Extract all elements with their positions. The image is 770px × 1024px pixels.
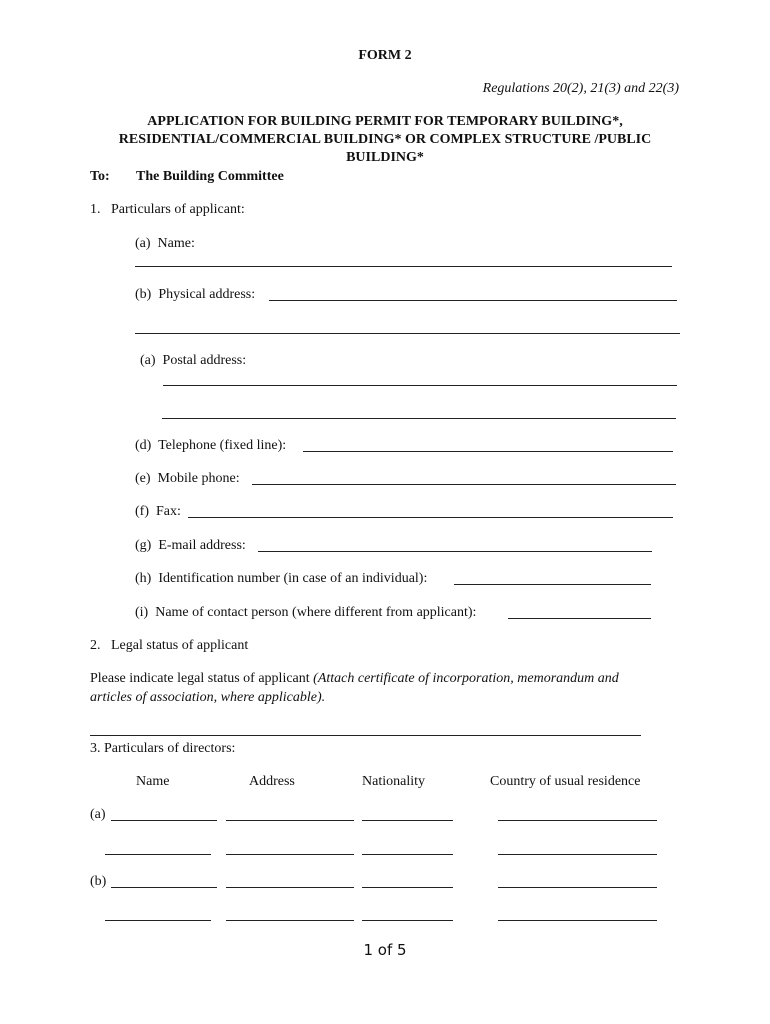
legal-status-instruction-text: Please indicate legal status of applicant xyxy=(90,671,314,686)
director-b2-nationality-field[interactable] xyxy=(362,920,453,921)
fax-field[interactable] xyxy=(188,517,673,518)
contact-person-label: (i) Name of contact person (where different from applicant): xyxy=(135,605,477,620)
id-number-label: (h) Identification number (in case of an individual): xyxy=(135,571,428,586)
mobile-field[interactable] xyxy=(252,484,676,485)
column-header-nationality: Nationality xyxy=(362,774,425,789)
email-label: (g) E-mail address: xyxy=(135,538,246,553)
contact-person-field[interactable] xyxy=(508,618,651,619)
section-1-title: 1. Particulars of applicant: xyxy=(90,202,245,217)
director-row-label-b: (b) xyxy=(90,874,107,889)
director-row-label-a: (a) xyxy=(90,807,106,822)
name-field[interactable] xyxy=(135,266,672,267)
column-header-country: Country of usual residence xyxy=(490,774,641,789)
column-header-address: Address xyxy=(249,774,295,789)
director-a2-country-field[interactable] xyxy=(498,854,657,855)
addressee: The Building Committee xyxy=(136,169,284,184)
director-b-address-field[interactable] xyxy=(226,887,354,888)
email-field[interactable] xyxy=(258,551,652,552)
legal-status-instruction-italic-2: articles of association, where applicable). xyxy=(90,690,326,705)
director-b2-name-field[interactable] xyxy=(105,920,211,921)
telephone-label: (d) Telephone (fixed line): xyxy=(135,438,287,453)
director-b-country-field[interactable] xyxy=(498,887,657,888)
director-a-country-field[interactable] xyxy=(498,820,657,821)
column-header-name: Name xyxy=(136,774,170,789)
heading-line-1: APPLICATION FOR BUILDING PERMIT FOR TEMPORARY BUILDING*, xyxy=(147,114,623,129)
director-a2-nationality-field[interactable] xyxy=(362,854,453,855)
fax-label: (f) Fax: xyxy=(135,504,181,519)
postal-address-field-2[interactable] xyxy=(162,418,676,419)
section-3-title: 3. Particulars of directors: xyxy=(90,741,236,756)
postal-address-field[interactable] xyxy=(163,385,677,386)
legal-status-field[interactable] xyxy=(90,735,641,736)
heading-line-3: BUILDING* xyxy=(346,150,424,165)
section-2-title: 2. Legal status of applicant xyxy=(90,638,249,653)
director-a2-name-field[interactable] xyxy=(105,854,211,855)
legal-status-instruction xyxy=(90,670,619,688)
director-a-nationality-field[interactable] xyxy=(362,820,453,821)
director-a-address-field[interactable] xyxy=(226,820,354,821)
form-title: FORM 2 xyxy=(358,48,412,63)
physical-address-label: (b) Physical address: xyxy=(135,287,256,302)
name-label: (a) Name: xyxy=(135,236,195,251)
telephone-field[interactable] xyxy=(303,451,673,452)
legal-status-instruction-italic: (Attach certificate of incorporation, memorandum and xyxy=(313,671,619,686)
director-b-name-field[interactable] xyxy=(111,887,217,888)
physical-address-field-2[interactable] xyxy=(135,333,680,334)
page-indicator: 1 of 5 xyxy=(363,941,407,959)
to-label: To: xyxy=(90,169,110,184)
director-b2-address-field[interactable] xyxy=(226,920,354,921)
director-a2-address-field[interactable] xyxy=(226,854,354,855)
heading-line-2: RESIDENTIAL/COMMERCIAL BUILDING* OR COMPLEX STRUCTURE /PUBLIC xyxy=(118,132,652,147)
regulations-reference: Regulations 20(2), 21(3) and 22(3) xyxy=(482,81,679,96)
director-b2-country-field[interactable] xyxy=(498,920,657,921)
postal-address-label: (a) Postal address: xyxy=(140,353,247,368)
id-number-field[interactable] xyxy=(454,584,651,585)
director-a-name-field[interactable] xyxy=(111,820,217,821)
physical-address-field[interactable] xyxy=(269,300,677,301)
mobile-label: (e) Mobile phone: xyxy=(135,471,240,486)
director-b-nationality-field[interactable] xyxy=(362,887,453,888)
